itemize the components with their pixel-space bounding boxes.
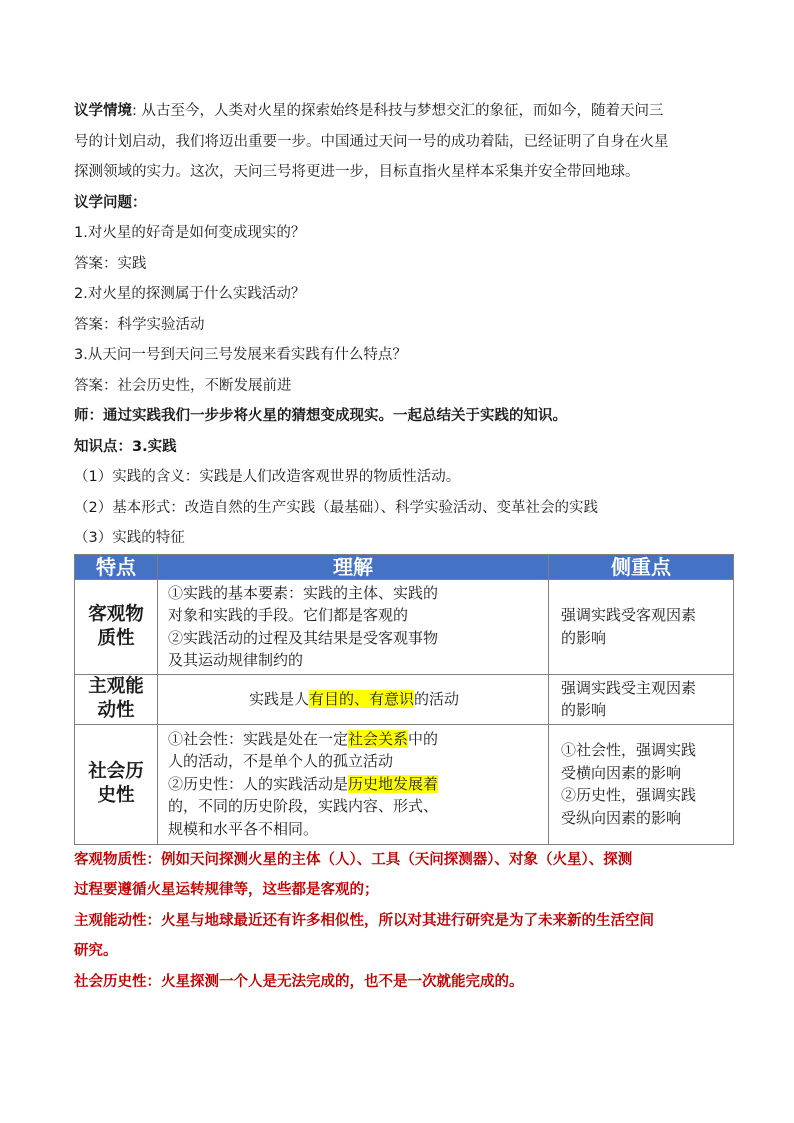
understanding-line: ②实践活动的过程及其结果是受客观事物 — [168, 628, 439, 647]
understanding-line: 及其运动规律制约的 — [168, 651, 304, 669]
note-line: 客观物质性：例如天问探测火星的主体（人）、工具（天问探测器）、对象（火星）、探测 — [74, 851, 633, 868]
understanding-line — [168, 728, 540, 751]
understanding-line: 对象和实践的手段。它们都是客观的 — [168, 606, 409, 624]
note-line: 过程要遵循火星运转规律等，这些都是客观的； — [74, 882, 379, 898]
header-feature: 特点 — [75, 554, 158, 579]
emphasis-line: 的影响 — [561, 701, 607, 719]
feature-text: 质性 — [97, 627, 135, 649]
feature-text: 动性 — [97, 700, 135, 721]
understanding-line: 人的活动，不是单个人的孤立活动 — [168, 752, 394, 771]
understanding-text: 实践是人 — [248, 689, 309, 708]
practice-features-table — [74, 554, 734, 845]
teacher-line: 师：通过实践我们一步步将火星的猜想变成现实。一起总结关于实践的知识。 — [74, 408, 567, 424]
emphasis-line: 的影响 — [561, 628, 607, 647]
note-subjective — [74, 906, 734, 967]
emphasis-cell — [549, 674, 734, 724]
note-line: 主观能动性：火星与地球最近还有许多相似性，所以对其进行研究是为了未来新的生活空间 — [74, 912, 654, 929]
understanding-line — [168, 773, 540, 796]
understanding-cell — [158, 724, 549, 844]
emphasis-line: ②历史性，强调实践 — [561, 786, 697, 804]
table-header-row — [75, 554, 734, 579]
understanding-line: ①实践的基本要素：实践的主体、实践的 — [168, 583, 439, 602]
feature-cell — [75, 724, 158, 844]
emphasis-line: ①社会性，强调实践 — [561, 741, 697, 759]
knowledge-item-2: （2）基本形式：改造自然的生产实践（最基础）、科学实验活动、变革社会的实践 — [74, 499, 598, 516]
intro-line-2: 号的计划启动，我们将迈出重要一步。中国通过天问一号的成功着陆，已经证明了自身在火星 — [74, 133, 669, 150]
note-objective — [74, 845, 734, 906]
knowledge-title: 知识点：3.实践 — [74, 438, 177, 455]
emphasis-line: 受纵向因素的影响 — [561, 808, 682, 827]
highlighted-text: 历史地发展着 — [348, 774, 439, 793]
intro-text-1: : 从古至今，人类对火星的探索始终是科技与梦想交汇的象征，而如今，随着天问三 — [132, 103, 664, 119]
emphasis-cell — [549, 579, 734, 674]
feature-text: 主观能 — [88, 676, 144, 697]
understanding-text: ①社会性：实践是处在一定 — [168, 729, 349, 748]
understanding-line: 规模和水平各不相同。 — [168, 819, 319, 838]
header-emphasis: 侧重点 — [549, 554, 734, 579]
answer-3: 答案：社会历史性，不断发展前进 — [74, 377, 292, 394]
table-row — [75, 579, 734, 674]
feature-text: 社会历 — [88, 761, 144, 782]
question-3: 3.从天问一号到天问三号发展来看实践有什么特点？ — [74, 347, 407, 363]
understanding-text: 的活动 — [414, 689, 460, 708]
intro-line-3: 探测领域的实力。这次，天问三号将更进一步，目标直指火星样本采集并安全带回地球。 — [74, 164, 640, 180]
table-row — [75, 674, 734, 724]
header-understanding: 理解 — [158, 554, 549, 579]
emphasis-line: 受横向因素的影响 — [561, 763, 682, 782]
knowledge-item-1: （1）实践的含义：实践是人们改造客观世界的物质性活动。 — [74, 469, 461, 485]
table-row — [75, 724, 734, 844]
highlighted-text: 社会关系 — [348, 729, 409, 748]
understanding-text: ②历史性：人的实践活动是 — [168, 774, 349, 793]
feature-cell — [75, 579, 158, 674]
question-2: 2.对火星的探测属于什么实践活动？ — [74, 286, 306, 302]
understanding-text: 中的 — [408, 729, 439, 748]
understanding-cell — [158, 674, 549, 724]
note-line: 社会历史性：火星探测一个人是无法完成的，也不是一次就能完成的。 — [74, 973, 524, 990]
emphasis-cell — [549, 724, 734, 844]
answer-1: 答案：实践 — [74, 255, 147, 272]
knowledge-item-3: （3）实践的特征 — [74, 530, 185, 546]
feature-text: 史性 — [97, 785, 135, 806]
highlighted-text: 有目的、有意识 — [308, 689, 414, 708]
intro-line-1 — [74, 96, 734, 127]
intro-label: 议学情境 — [74, 103, 132, 119]
emphasis-line: 强调实践受客观因素 — [561, 606, 697, 624]
feature-cell — [75, 674, 158, 724]
question-1: 1.对火星的好奇是如何变成现实的？ — [74, 225, 306, 241]
document-content — [74, 96, 734, 997]
understanding-cell — [158, 579, 549, 674]
feature-text: 客观物 — [88, 603, 144, 625]
answer-2: 答案：科学实验活动 — [74, 316, 205, 333]
note-line: 研究。 — [74, 943, 118, 959]
emphasis-line: 强调实践受主观因素 — [561, 678, 697, 697]
note-social-historical — [74, 967, 734, 998]
questions-header: 议学问题： — [74, 194, 147, 211]
understanding-line: 的，不同的历史阶段，实践内容、形式、 — [168, 797, 439, 816]
